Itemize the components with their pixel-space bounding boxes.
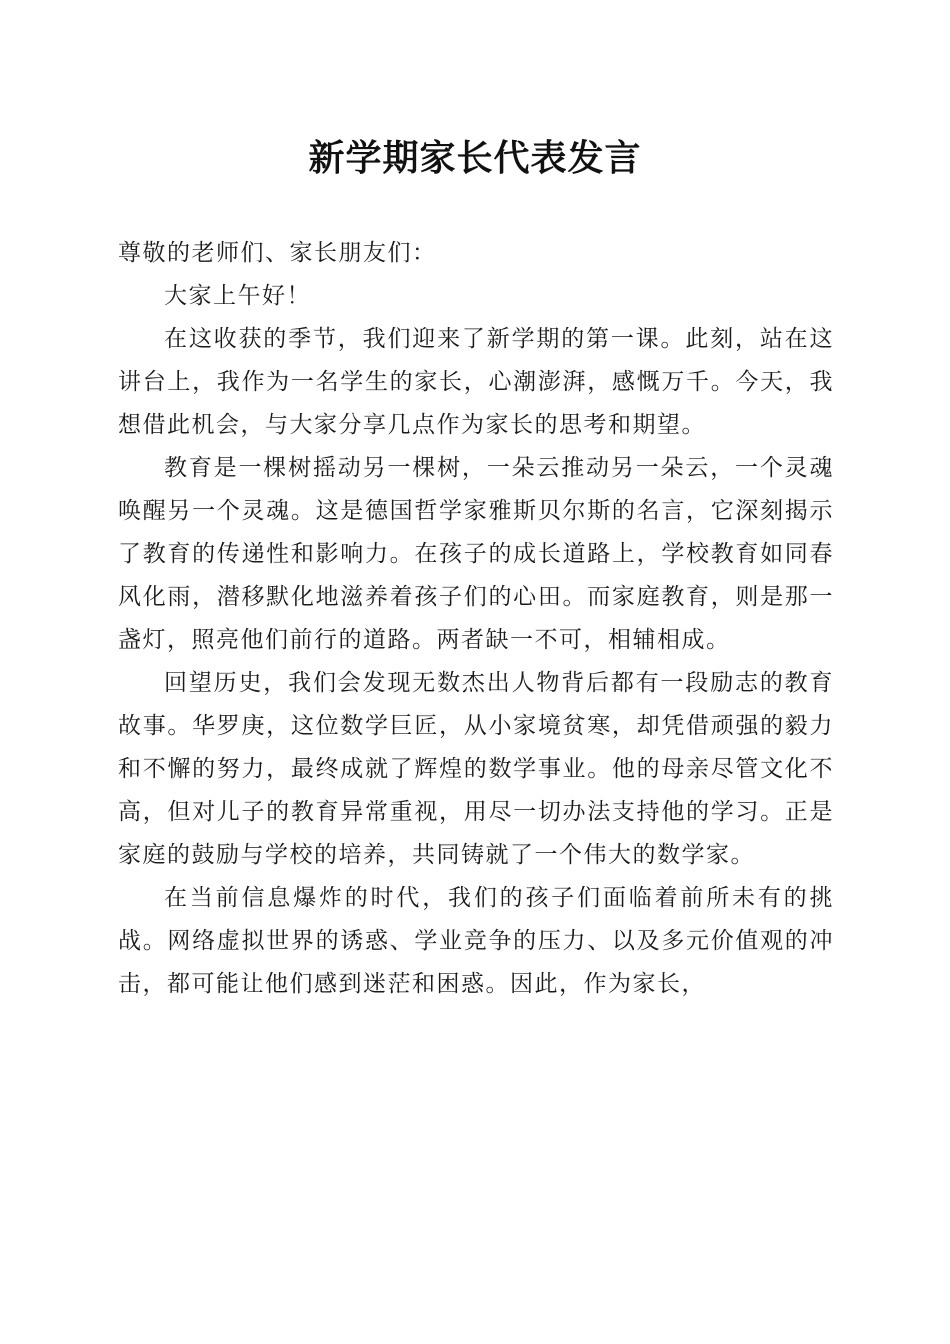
document-body [118,232,834,1006]
paragraph-challenges: 在当前信息爆炸的时代，我们的孩子们面临着前所未有的挑战。网络虚拟世界的诱惑、学业竞争的压力、以及多元价值观的冲击，都可能让他们感到迷茫和困惑。因此，作为家长， [118,885,834,997]
salutation: 尊敬的老师们、家长朋友们： [118,240,437,266]
paragraph-greeting: 大家上午好！ [164,283,311,309]
paragraph-opening: 在这收获的季节，我们迎来了新学期的第一课。此刻，站在这讲台上，我作为一名学生的家长，心潮澎湃，感慨万千。今天，我想借此机会，与大家分享几点作为家长的思考和期望。 [118,326,834,438]
paragraph-education-quote: 教育是一棵树摇动另一棵树，一朵云推动另一朵云，一个灵魂唤醒另一个灵魂。这是德国哲学家雅斯贝尔斯的名言，它深刻揭示了教育的传递性和影响力。在孩子的成长道路上，学校教育如同春风化雨，潜移默化地滋养着孩子们的心田。而家庭教育，则是那一盏灯，照亮他们前行的道路。两者缺一不可，相辅相成。 [118,455,834,653]
page-title: 新学期家长代表发言 [308,137,642,179]
paragraph-history: 回望历史，我们会发现无数杰出人物背后都有一段励志的教育故事。华罗庚，这位数学巨匠，从小家境贫寒，却凭借顽强的毅力和不懈的努力，最终成就了辉煌的数学事业。他的母亲尽管文化不高，但对儿子的教育异常重视，用尽一切办法支持他的学习。正是家庭的鼓励与学校的培养，共同铸就了一个伟大的数学家。 [118,670,834,868]
